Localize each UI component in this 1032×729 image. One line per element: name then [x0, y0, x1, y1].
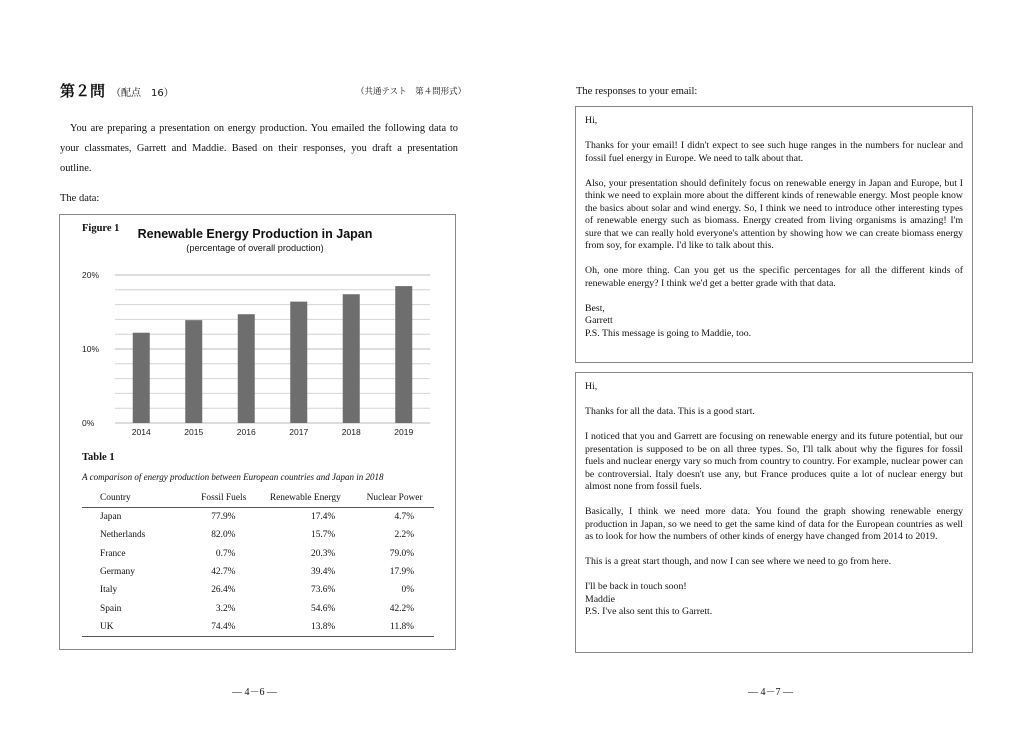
figure-label: Figure 1 [82, 223, 120, 234]
header-renewable: Renewable Energy [255, 488, 355, 508]
cell-renewable: 15.7% [311, 530, 336, 541]
data-label: The data: [60, 193, 100, 204]
email-paragraph: Thanks for your email! I didn't expect to see such huge ranges in the numbers for nuclear and fossil fuel energy in Europe. We need to talk about that. [585, 140, 963, 164]
y-tick-label: 20% [82, 270, 100, 280]
cell-nuclear: 79.0% [389, 548, 414, 559]
x-tick-label: 2018 [341, 427, 361, 437]
cell-country: Japan [100, 512, 122, 523]
email-postscript: P.S. I've also sent this to Garrett. [585, 606, 713, 617]
email-paragraph: Thanks for all the data. This is a good start. [585, 406, 755, 417]
table-row [82, 563, 434, 581]
page-number-right: — 4－7 — [748, 687, 793, 698]
cell-renewable: 13.8% [255, 618, 355, 637]
bar [343, 294, 360, 423]
email-paragraph: I noticed that you and Garrett are focusing on renewable energy and its future potential, but our presentation is supposed to be on all three types. So, I'll talk about why the figures for fossil fuels and nuclear energy vary so much from country to country. For example, nuclear power can be controversial. Italy doesn't use any, but France produces quite a lot of nuclear energy but almost none from fossil fuels. [585, 431, 963, 492]
cell-fossil: 77.9% [211, 512, 236, 523]
responses-label: The responses to your email: [576, 86, 698, 97]
y-tick-label: 10% [82, 344, 100, 354]
cell-fossil: 0.7% [215, 548, 236, 559]
x-tick-label: 2015 [184, 427, 204, 437]
intro-paragraph: You are preparing a presentation on energy production. You emailed the following data to your classmates, Garrett and Maddie. Based on their responses, you draft a presentation outline. [60, 123, 458, 174]
cell-fossil: 3.2% [215, 603, 236, 614]
cell-country: France [100, 548, 126, 559]
cell-country: Italy [100, 585, 118, 596]
cell-fossil: 74.4% [192, 618, 255, 637]
cell-renewable: 39.4% [311, 567, 336, 578]
header-country: Country [82, 488, 192, 508]
question-title [60, 80, 174, 101]
email-paragraph: Also, your presentation should definitely focus on renewable energy in Japan and Europe, but I think we need to explain more about the different kinds of renewable energy. Most people know the basics about solar and wind energy. So, I think we need to introduce other interesting types of renewable energy such as biomass. Energy created from living organisms is amazing! I'm sure that we can really hold everyone's attention by showing how we can create biomass energy from soy, for example. I'd like to talk about this. [585, 177, 963, 251]
table-row [82, 581, 434, 599]
cell-renewable: 17.4% [311, 512, 336, 523]
email-closing: I'll be back in touch soon! [585, 581, 687, 592]
email-garrett [575, 106, 973, 363]
chart-subtitle: (percentage of overall production) [186, 243, 324, 253]
cell-nuclear: 11.8% [355, 618, 434, 637]
email-signature: Garrett [585, 315, 613, 326]
table-caption: A comparison of energy production between European countries and Japan in 2018 [82, 472, 384, 482]
header-fossil: Fossil Fuels [192, 488, 255, 508]
email-maddie [575, 372, 973, 653]
table-label: Table 1 [82, 452, 115, 463]
cell-country: Germany [100, 567, 135, 578]
bar [185, 320, 202, 423]
cell-country: UK [82, 618, 192, 637]
cell-nuclear: 4.7% [394, 512, 414, 523]
email-greeting: Hi, [585, 381, 598, 392]
bar [290, 302, 307, 423]
cell-nuclear: 17.9% [389, 567, 414, 578]
cell-nuclear: 0% [401, 585, 414, 596]
question-number: 第２問 [60, 82, 106, 100]
table-header-row [82, 488, 434, 508]
energy-table [82, 488, 434, 637]
bar [133, 333, 150, 423]
email-signature: Maddie [585, 593, 615, 605]
x-tick-label: 2016 [236, 427, 256, 437]
cell-country: Netherlands [100, 530, 146, 541]
format-label: （共通テスト 第４問形式） [356, 87, 467, 97]
cell-nuclear: 2.2% [394, 530, 414, 541]
chart-title: Renewable Energy Production in Japan [137, 227, 373, 241]
table-row [82, 526, 434, 544]
email-paragraph: Basically, I think we need more data. You found the graph showing renewable energy production in Japan, so we need to get the same kind of data for the European countries as well as to look for how the numbers of other kinds of energy have changed from 2014 to 2019. [585, 506, 963, 542]
x-tick-label: 2014 [131, 427, 151, 437]
email-paragraph: This is a great start though, and now I can see where we need to go from here. [585, 556, 892, 567]
question-points: （配点 16） [111, 88, 174, 99]
cell-nuclear: 42.2% [389, 603, 414, 614]
cell-fossil: 26.4% [211, 585, 236, 596]
table-row [82, 508, 434, 527]
cell-renewable: 73.6% [311, 585, 336, 596]
table-row [82, 545, 434, 563]
cell-fossil: 82.0% [211, 530, 236, 541]
email-postscript: P.S. This message is going to Maddie, too. [585, 327, 752, 339]
header-nuclear: Nuclear Power [355, 488, 434, 508]
y-tick-label: 0% [82, 418, 95, 428]
email-closing: Best, [585, 302, 605, 314]
bar-chart [80, 262, 440, 442]
table-row [82, 618, 434, 637]
page-number-left: — 4－6 — [232, 687, 277, 698]
cell-renewable: 20.3% [311, 548, 336, 559]
email-greeting: Hi, [585, 115, 598, 126]
cell-country: Spain [100, 603, 122, 614]
x-tick-label: 2019 [394, 427, 414, 437]
email-paragraph: Oh, one more thing. Can you get us the specific percentages for all the different kinds of renewable energy? I think we'd get a better grade with that data. [585, 265, 963, 289]
x-tick-label: 2017 [289, 427, 309, 437]
cell-renewable: 54.6% [311, 603, 336, 614]
cell-fossil: 42.7% [211, 567, 236, 578]
bar [395, 286, 412, 423]
table-row [82, 599, 434, 617]
bar [238, 314, 255, 423]
